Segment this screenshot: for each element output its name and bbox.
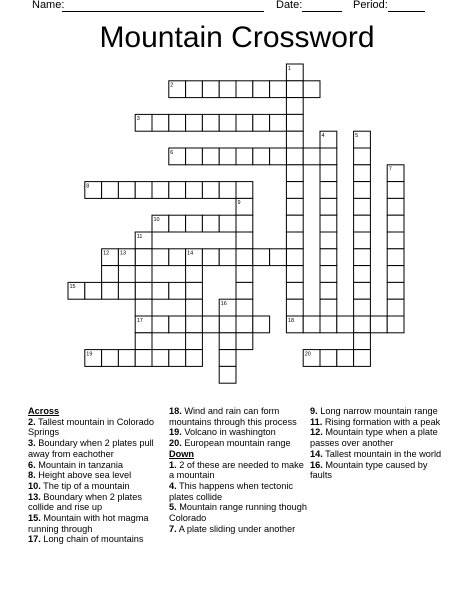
grid-cell[interactable] <box>387 232 404 249</box>
clue-item-number: 9. <box>310 406 318 416</box>
clue-item-text: Mountain with hot magma running through <box>28 513 149 534</box>
grid-cell[interactable] <box>303 316 320 333</box>
grid-cell[interactable] <box>202 215 219 232</box>
grid-cell[interactable] <box>118 282 135 299</box>
grid-cell[interactable] <box>186 299 203 316</box>
clue-number: 10 <box>153 217 160 223</box>
grid-cell[interactable] <box>320 350 337 367</box>
grid-cell[interactable] <box>236 114 253 131</box>
grid-cell[interactable] <box>169 114 186 131</box>
grid-cell[interactable] <box>219 215 236 232</box>
grid-cell[interactable] <box>186 215 203 232</box>
clue-item-text: This happens when tectonic plates collide <box>169 480 293 502</box>
grid-cell[interactable] <box>337 350 354 367</box>
grid-cell[interactable] <box>354 266 371 283</box>
grid-cell[interactable] <box>253 114 270 131</box>
grid-cell[interactable] <box>354 148 371 165</box>
grid-cell[interactable] <box>102 350 119 367</box>
grid-cell[interactable] <box>102 266 119 283</box>
grid-cell[interactable] <box>320 198 337 215</box>
clue-number: 11 <box>136 233 143 240</box>
grid-cell[interactable] <box>320 316 337 333</box>
grid-cell[interactable] <box>387 182 404 199</box>
grid-cell[interactable] <box>236 215 253 232</box>
grid-cell[interactable] <box>387 316 404 333</box>
grid-cell[interactable] <box>320 232 337 249</box>
grid-cell[interactable] <box>303 148 320 165</box>
grid-cell[interactable] <box>236 148 253 165</box>
clue-column-2 <box>169 406 307 534</box>
clue-item-text: Mountain type caused by faults <box>310 459 428 481</box>
grid-cell[interactable] <box>152 249 169 266</box>
grid-cell[interactable] <box>135 282 152 299</box>
grid-cell[interactable] <box>320 215 337 232</box>
grid-cell[interactable] <box>354 249 371 266</box>
clue-item <box>169 406 307 427</box>
clue-number: 16 <box>220 301 227 307</box>
clue-number: 14 <box>187 250 194 257</box>
grid-cell[interactable] <box>186 182 203 199</box>
clue-item-number: 4. <box>169 480 177 491</box>
clue-number: 13 <box>119 250 127 257</box>
clue-item-number: 14. <box>310 448 323 459</box>
grid-cell[interactable] <box>219 81 236 98</box>
grid-cell[interactable] <box>253 316 270 333</box>
grid-cell[interactable] <box>286 81 303 98</box>
grid-cell[interactable] <box>202 114 219 131</box>
grid-cell[interactable] <box>270 249 287 266</box>
grid-cell[interactable] <box>186 81 203 98</box>
clue-item-number: 16. <box>310 459 323 470</box>
clue-item <box>28 470 166 481</box>
clue-item-number: 2. <box>28 416 36 427</box>
clue-item <box>310 406 448 417</box>
clue-item <box>169 481 307 502</box>
grid-cell[interactable] <box>236 316 253 333</box>
grid-cell[interactable] <box>354 282 371 299</box>
grid-cell[interactable] <box>236 333 253 350</box>
grid-cell[interactable] <box>354 299 371 316</box>
clue-item-text: Long narrow mountain range <box>317 406 438 416</box>
grid-cell[interactable] <box>286 165 303 182</box>
grid-cell[interactable] <box>236 232 253 249</box>
grid-cell[interactable] <box>152 182 169 199</box>
clue-number: 17 <box>136 317 143 324</box>
clue-item-text: 2 of these are needed to make a mountain <box>169 459 304 481</box>
grid-cell[interactable] <box>286 232 303 249</box>
grid-cell[interactable] <box>186 266 203 283</box>
clue-item-text: Mountain type when a plate passes over another <box>310 427 438 449</box>
clue-item <box>28 513 166 534</box>
clue-item-text: Mountain in tanzania <box>35 459 124 470</box>
grid-cell[interactable] <box>303 81 320 98</box>
clue-item-text: A plate sliding under another <box>176 523 296 534</box>
clue-column-3 <box>310 406 448 481</box>
grid-cell[interactable] <box>320 282 337 299</box>
grid-cell[interactable] <box>219 316 236 333</box>
grid-cell[interactable] <box>186 316 203 333</box>
clue-number: 4 <box>321 133 325 139</box>
grid-cell[interactable] <box>320 182 337 199</box>
clue-item-text: Volcano in washington <box>181 427 276 438</box>
period-label: Period: <box>353 0 388 11</box>
clue-number: 8 <box>86 183 90 190</box>
clue-item-text: Boundary when 2 plates pull away from eachother <box>28 438 154 459</box>
grid-cell[interactable] <box>135 249 152 266</box>
clue-item-text: Tallest mountain in the world <box>322 448 442 459</box>
grid-cell[interactable] <box>387 282 404 299</box>
grid-cell[interactable] <box>320 249 337 266</box>
clue-item <box>28 460 166 471</box>
grid-cell[interactable] <box>135 333 152 350</box>
grid-cell[interactable] <box>186 148 203 165</box>
clue-item-text: Boundary when 2 plates collide and rise up <box>28 491 142 513</box>
grid-cell[interactable] <box>102 182 119 199</box>
clue-item-number: 10. <box>28 480 41 491</box>
grid-cell[interactable] <box>354 333 371 350</box>
grid-cell[interactable] <box>354 215 371 232</box>
clue-item <box>310 417 448 428</box>
clue-item-number: 20. <box>169 438 182 449</box>
grid-cell[interactable] <box>354 198 371 215</box>
clue-item <box>169 427 307 438</box>
grid-cell[interactable] <box>387 266 404 283</box>
grid-cell[interactable] <box>169 249 186 266</box>
grid-cell[interactable] <box>169 316 186 333</box>
grid-cell[interactable] <box>387 249 404 266</box>
grid-cell[interactable] <box>236 249 253 266</box>
grid-cell[interactable] <box>354 165 371 182</box>
grid-cell[interactable] <box>270 148 287 165</box>
clue-item-text: Rising formation with a peak <box>322 416 441 427</box>
grid-cell[interactable] <box>286 148 303 165</box>
clue-number: 18 <box>287 317 295 324</box>
clue-item <box>169 460 307 481</box>
grid-cell[interactable] <box>387 198 404 215</box>
clue-item <box>310 449 448 460</box>
grid-cell[interactable] <box>186 282 203 299</box>
grid-cell[interactable] <box>152 114 169 131</box>
clue-item <box>169 438 307 449</box>
grid-cell[interactable] <box>236 282 253 299</box>
grid-cell[interactable] <box>236 299 253 316</box>
clue-item-text: The tip of a mountain <box>40 480 130 491</box>
clue-number: 3 <box>136 116 140 123</box>
clue-number: 5 <box>355 133 359 139</box>
grid-cell[interactable] <box>286 282 303 299</box>
grid-cell[interactable] <box>135 350 152 367</box>
grid-cell[interactable] <box>219 333 236 350</box>
grid-cell[interactable] <box>135 266 152 283</box>
grid-cell[interactable] <box>286 299 303 316</box>
grid-cell[interactable] <box>85 282 102 299</box>
clue-item <box>310 427 448 448</box>
grid-cell[interactable] <box>169 215 186 232</box>
clue-item <box>28 417 166 438</box>
grid-cell[interactable] <box>219 148 236 165</box>
grid-cell[interactable] <box>202 148 219 165</box>
clue-number: 1 <box>287 65 291 72</box>
grid-cell[interactable] <box>337 316 354 333</box>
grid-cell[interactable] <box>387 299 404 316</box>
grid-cell[interactable] <box>354 232 371 249</box>
grid-cell[interactable] <box>202 249 219 266</box>
grid-cell[interactable] <box>253 148 270 165</box>
clue-item <box>28 492 166 513</box>
grid-cell[interactable] <box>169 282 186 299</box>
clue-item-number: 11. <box>310 416 323 427</box>
grid-cell[interactable] <box>152 282 169 299</box>
clue-item-number: 19. <box>169 427 182 438</box>
grid-cell[interactable] <box>286 215 303 232</box>
grid-cell[interactable] <box>186 350 203 367</box>
clue-item-number: 17. <box>28 534 41 545</box>
clue-item-text: Wind and rain can form mountains through this process <box>169 406 297 427</box>
clue-number: 2 <box>170 82 174 89</box>
clue-item-text: Tallest mountain in Colorado Springs <box>28 416 154 438</box>
grid-cell[interactable] <box>202 316 219 333</box>
grid-cell[interactable] <box>219 114 236 131</box>
name-label: Name: <box>32 0 65 11</box>
clue-item <box>169 502 307 523</box>
date-label: Date: <box>276 0 303 11</box>
grid-cell[interactable] <box>286 114 303 131</box>
grid-cell[interactable] <box>320 148 337 165</box>
grid-cell[interactable] <box>236 266 253 283</box>
clue-item-text: European mountain range <box>181 438 291 449</box>
grid-cell[interactable] <box>320 165 337 182</box>
grid-cell[interactable] <box>354 350 371 367</box>
grid-cell[interactable] <box>253 249 270 266</box>
grid-cell[interactable] <box>320 299 337 316</box>
grid-cell[interactable] <box>152 350 169 367</box>
grid-cell[interactable] <box>102 282 119 299</box>
clue-item-number: 7. <box>169 523 177 534</box>
clue-item-number: 1. <box>169 459 177 470</box>
grid-cell[interactable] <box>354 182 371 199</box>
page-title: Mountain Crossword <box>99 21 375 54</box>
grid-cell[interactable] <box>286 131 303 148</box>
clue-item <box>310 460 448 481</box>
clue-item-number: 6. <box>28 459 36 470</box>
grid-cell[interactable] <box>219 182 236 199</box>
clue-item <box>28 438 166 459</box>
clue-number: 9 <box>237 200 241 207</box>
clue-number: 7 <box>388 166 392 173</box>
grid-cell[interactable] <box>286 266 303 283</box>
grid-cell[interactable] <box>118 182 135 199</box>
clue-item <box>169 524 307 535</box>
down-heading: Down <box>169 448 195 459</box>
grid-cell[interactable] <box>286 198 303 215</box>
clue-item-number: 3. <box>28 438 36 449</box>
grid-cell[interactable] <box>387 215 404 232</box>
grid-cell[interactable] <box>219 350 236 367</box>
grid-cell[interactable] <box>236 81 253 98</box>
grid-cell[interactable] <box>253 81 270 98</box>
clue-number: 15 <box>69 284 76 291</box>
clue-number: 20 <box>304 351 311 358</box>
grid-cell[interactable] <box>286 182 303 199</box>
grid-cell[interactable] <box>270 81 287 98</box>
grid-cell[interactable] <box>186 333 203 350</box>
grid-cell[interactable] <box>152 316 169 333</box>
grid-cell[interactable] <box>169 182 186 199</box>
clue-item-text: Mountain range running though Colorado <box>169 502 307 524</box>
grid-cell[interactable] <box>354 316 371 333</box>
grid-cell[interactable] <box>169 350 186 367</box>
clue-item-number: 15. <box>28 513 41 524</box>
grid-cell[interactable] <box>202 81 219 98</box>
grid-cell[interactable] <box>236 182 253 199</box>
clue-item <box>28 534 166 545</box>
grid-cell[interactable] <box>270 114 287 131</box>
grid-cell[interactable] <box>219 366 236 383</box>
clue-number: 19 <box>86 351 93 358</box>
grid-cell[interactable] <box>186 114 203 131</box>
clue-item-number: 8. <box>28 470 36 481</box>
across-heading: Across <box>28 406 60 416</box>
clue-number: 6 <box>170 149 174 156</box>
grid-cell[interactable] <box>370 316 387 333</box>
grid-cell[interactable] <box>286 249 303 266</box>
grid-cell[interactable] <box>135 299 152 316</box>
clue-column-1 <box>28 406 166 545</box>
clue-item-number: 12. <box>310 427 323 438</box>
clue-item-number: 5. <box>169 502 177 513</box>
grid-cell[interactable] <box>286 98 303 115</box>
grid-cell[interactable] <box>202 182 219 199</box>
clue-item-number: 13. <box>28 491 41 502</box>
clue-item-text: Height above sea level <box>35 470 132 481</box>
clue-item <box>28 481 166 492</box>
grid-cell[interactable] <box>118 350 135 367</box>
clue-item-text: Long chain of mountains <box>40 534 144 545</box>
clue-number: 12 <box>103 250 110 257</box>
grid-cell[interactable] <box>219 249 236 266</box>
clue-item-number: 18. <box>169 406 182 416</box>
grid-cell[interactable] <box>135 182 152 199</box>
grid-cell[interactable] <box>320 266 337 283</box>
